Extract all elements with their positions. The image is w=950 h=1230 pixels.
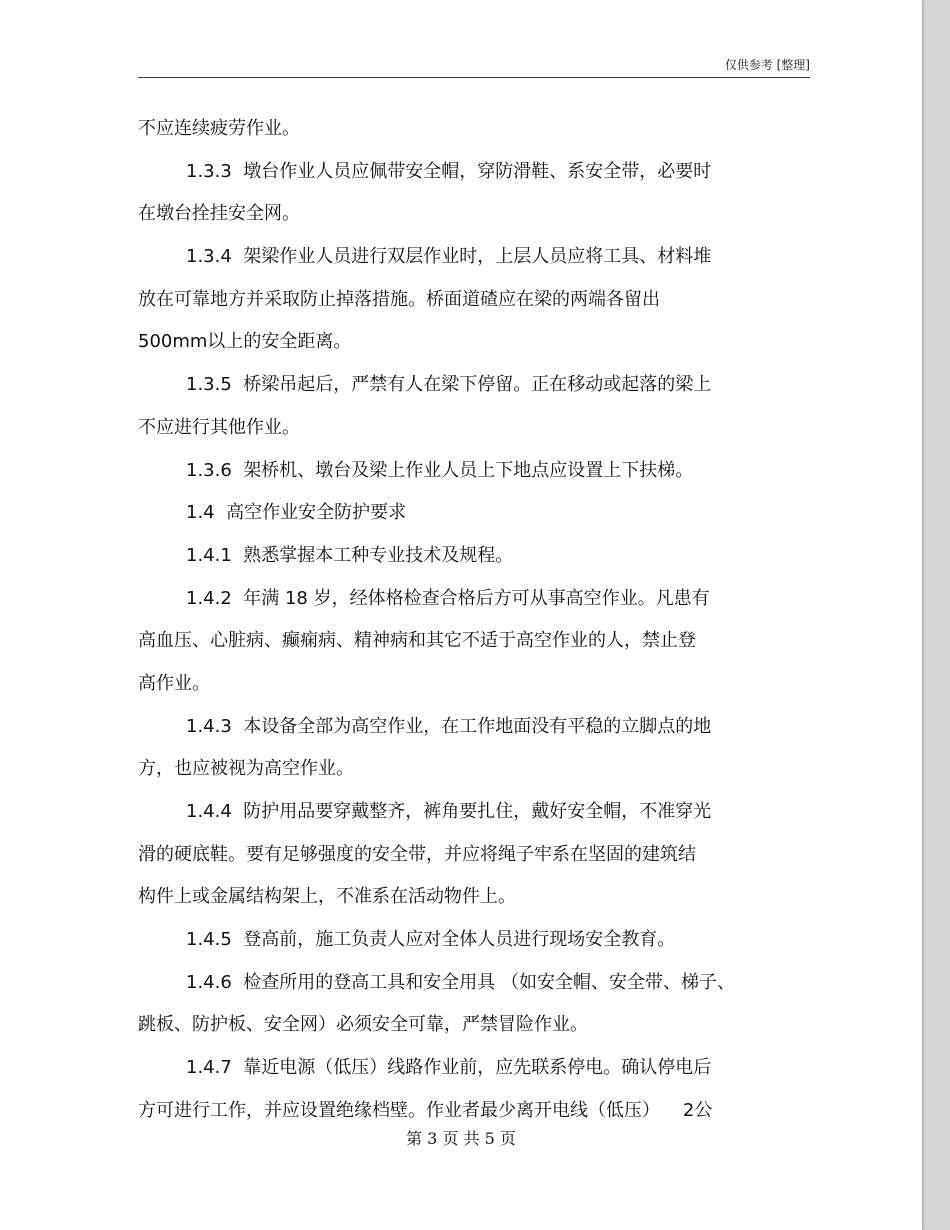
- text-line: 不应进行其他作业。: [138, 416, 300, 438]
- text-line: 方，也应被视为高空作业。: [138, 758, 354, 780]
- text-line: 1.4.5 登高前，施工负责人应对全体人员进行现场安全教育。: [186, 929, 676, 951]
- text-line: 滑的硬底鞋。要有足够强度的安全带，并应将绳子牢系在坚固的建筑结: [138, 843, 696, 865]
- text-line: 放在可靠地方并采取防止掉落措施。桥面道碴应在梁的两端各留出: [138, 288, 660, 310]
- page-header: 仅供参考 [整理]: [724, 58, 810, 72]
- text-line: 高作业。: [138, 672, 210, 694]
- text-line: 在墩台拴挂安全网。: [138, 203, 300, 225]
- text-line: 高血压、心脏病、癫痫病、精神病和其它不适于高空作业的人，禁止登: [138, 630, 696, 652]
- text-line: 构件上或金属结构架上，不准系在活动物件上。: [138, 886, 516, 908]
- body-text: [138, 114, 810, 1139]
- text-line: 1.4.2 年满 18 岁，经体格检查合格后方可从事高空作业。凡患有: [186, 587, 710, 609]
- text-line: 500mm以上的安全距离。: [138, 331, 352, 353]
- text-line: 1.4.3 本设备全部为高空作业，在工作地面没有平稳的立脚点的地: [186, 715, 712, 737]
- page-footer: 第 3 页 共 5 页: [406, 1129, 516, 1148]
- text-line: 1.4 高空作业安全防护要求: [186, 502, 407, 524]
- text-line: 1.3.4 架梁作业人员进行双层作业时，上层人员应将工具、材料堆: [186, 246, 712, 268]
- text-line: 方可进行工作，并应设置绝缘档壁。作业者最少离开电线（低压） 2公: [138, 1099, 713, 1121]
- text-line: 1.3.5 桥梁吊起后，严禁有人在梁下停留。正在移动或起落的梁上: [186, 374, 712, 396]
- text-line: 跳板、防护板、安全网）必须安全可靠，严禁冒险作业。: [138, 1014, 588, 1036]
- text-line: 1.3.3 墩台作业人员应佩带安全帽，穿防滑鞋、系安全带，必要时: [186, 160, 712, 182]
- header-rule: [138, 77, 810, 78]
- text-line: 1.4.1 熟悉掌握本工种专业技术及规程。: [186, 544, 514, 566]
- text-line: 不应连续疲劳作业。: [138, 118, 300, 139]
- text-line: 1.4.6 检查所用的登高工具和安全用具 （如安全帽、安全带、梯子、: [186, 971, 735, 993]
- text-line: 1.4.4 防护用品要穿戴整齐，裤角要扎住，戴好安全帽，不准穿光: [186, 801, 712, 822]
- text-line: 1.4.7 靠近电源（低压）线路作业前，应先联系停电。确认停电后: [186, 1057, 712, 1079]
- text-line: 1.3.6 架桥机、墩台及梁上作业人员上下地点应设置上下扶梯。: [186, 459, 694, 481]
